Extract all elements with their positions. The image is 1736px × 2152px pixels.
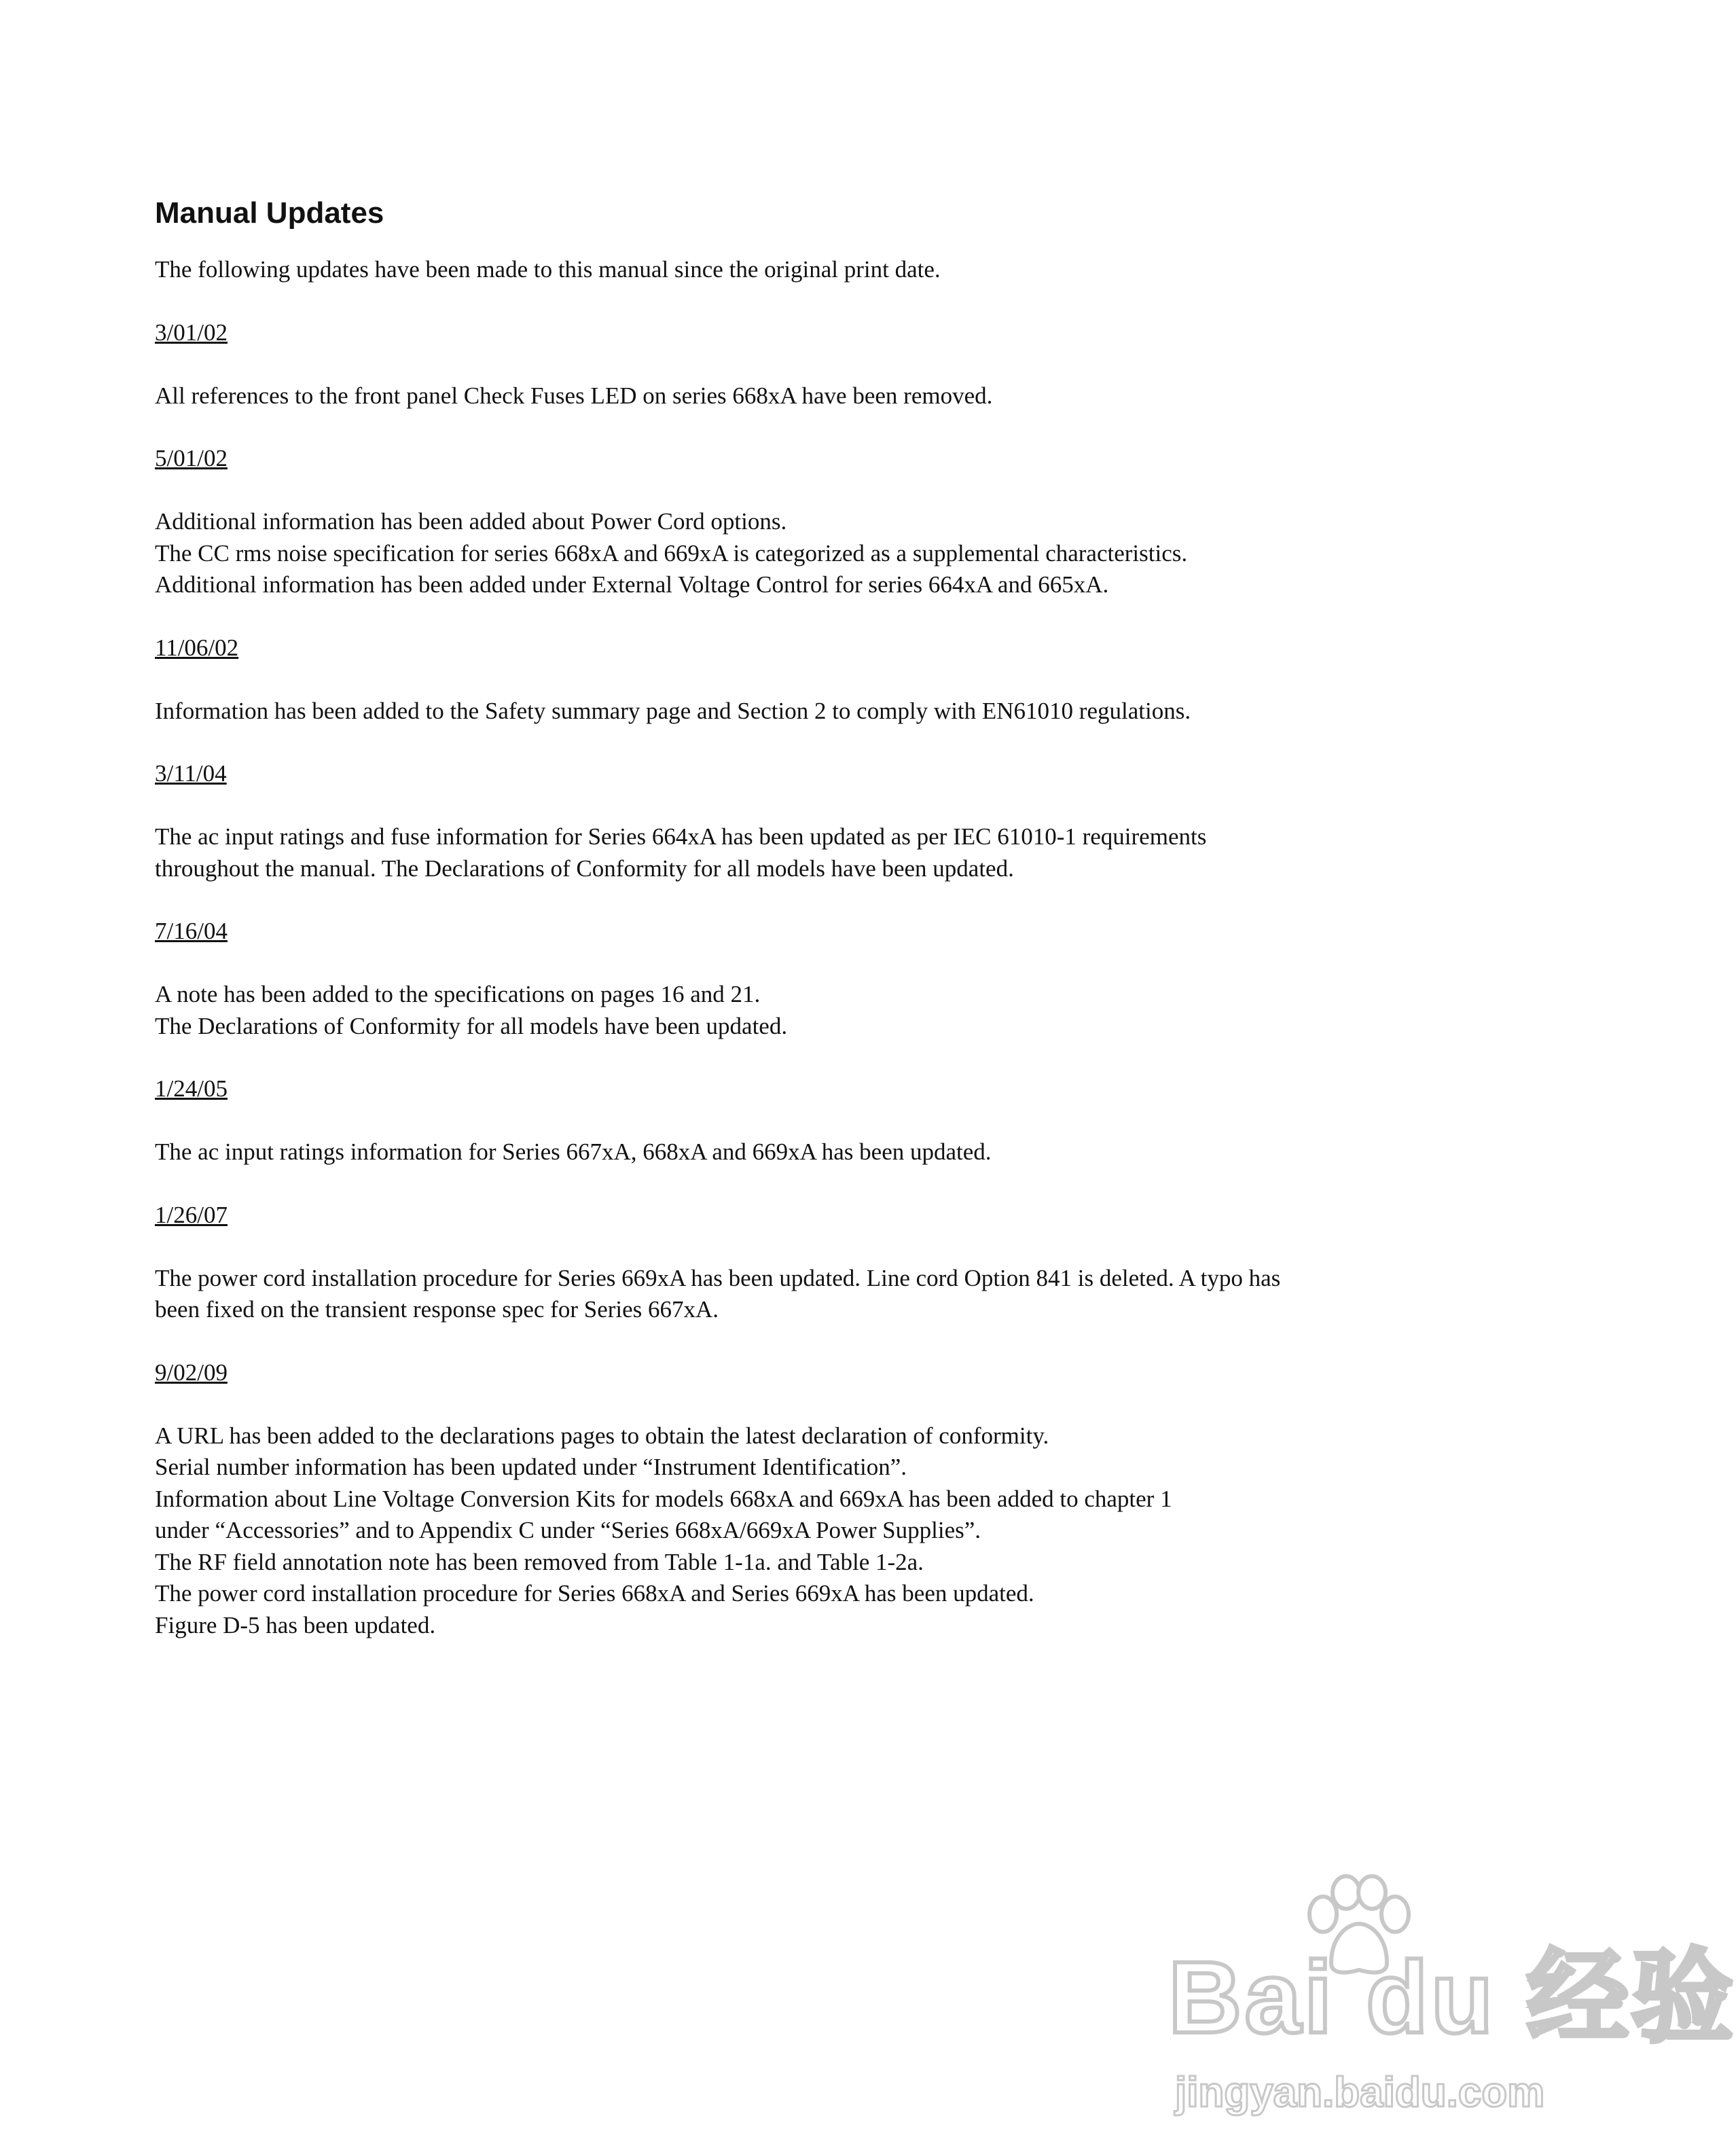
update-line: The Declarations of Conformity for all models have been updated. xyxy=(155,1012,788,1039)
page-title: Manual Updates xyxy=(155,196,384,230)
update-line: Information about Line Voltage Conversion Kits for models 668xA and 669xA has been added to chapter 1 xyxy=(155,1485,1172,1512)
update-date: 9/02/09 xyxy=(155,1359,228,1386)
update-entry xyxy=(155,443,1513,601)
update-entry xyxy=(155,1200,1513,1326)
update-line: Additional information has been added about Power Cord options. xyxy=(155,508,787,535)
document-page xyxy=(155,193,1513,1672)
update-entry xyxy=(155,317,1513,412)
update-line: The CC rms noise specification for series 668xA and 669xA is categorized as a supplemental characteristics. xyxy=(155,539,1188,567)
update-date: 7/16/04 xyxy=(155,918,228,944)
update-date: 5/01/02 xyxy=(155,445,228,471)
update-line: The ac input ratings and fuse information for Series 664xA has been updated as per IEC 61010-1 requirements xyxy=(155,823,1207,850)
intro-paragraph: The following updates have been made to this manual since the original print date. xyxy=(155,256,941,283)
update-entry xyxy=(155,1073,1513,1168)
baidu-watermark xyxy=(1168,1875,1736,2133)
update-line: All references to the front panel Check Fuses LED on series 668xA have been removed. xyxy=(155,382,993,409)
watermark-url: jingyan.baidu.com xyxy=(1175,2069,1545,2116)
update-entry xyxy=(155,632,1513,728)
update-line: The power cord installation procedure for Series 669xA has been updated. Line cord Option 841 is deleted. A typo has xyxy=(155,1264,1281,1291)
update-line: The RF field annotation note has been removed from Table 1-1a. and Table 1-2a. xyxy=(155,1548,924,1575)
update-line: Figure D-5 has been updated. xyxy=(155,1611,436,1638)
updates-list xyxy=(155,317,1513,1642)
update-date: 3/01/02 xyxy=(155,319,228,346)
update-line: Information has been added to the Safety summary page and Section 2 to comply with EN61010 regulations. xyxy=(155,697,1191,724)
update-line: The power cord installation procedure for Series 668xA and Series 669xA has been updated. xyxy=(155,1580,1034,1607)
update-line: been fixed on the transient response spec for Series 667xA. xyxy=(155,1296,719,1323)
update-line: throughout the manual. The Declarations of Conformity for all models have been updated. xyxy=(155,855,1014,882)
update-line: A note has been added to the specifications on pages 16 and 21. xyxy=(155,981,761,1007)
update-entry xyxy=(155,1357,1513,1642)
update-date: 1/24/05 xyxy=(155,1075,228,1102)
update-line: Additional information has been added under External Voltage Control for series 664xA and 665xA. xyxy=(155,571,1109,598)
update-date: 3/11/04 xyxy=(155,760,227,787)
update-line: A URL has been added to the declarations pages to obtain the latest declaration of conformity. xyxy=(155,1422,1049,1449)
update-entry xyxy=(155,758,1513,884)
update-line: Serial number information has been updated under “Instrument Identification”. xyxy=(155,1454,907,1480)
update-line: The ac input ratings information for Series 667xA, 668xA and 669xA has been updated. xyxy=(155,1138,992,1165)
update-entry xyxy=(155,916,1513,1042)
update-date: 11/06/02 xyxy=(155,634,239,661)
update-date: 1/26/07 xyxy=(155,1201,228,1228)
watermark-logo-text: Bai du 经验 xyxy=(1168,1940,1736,2054)
update-line: under “Accessories” and to Appendix C under “Series 668xA/669xA Power Supplies”. xyxy=(155,1517,981,1543)
